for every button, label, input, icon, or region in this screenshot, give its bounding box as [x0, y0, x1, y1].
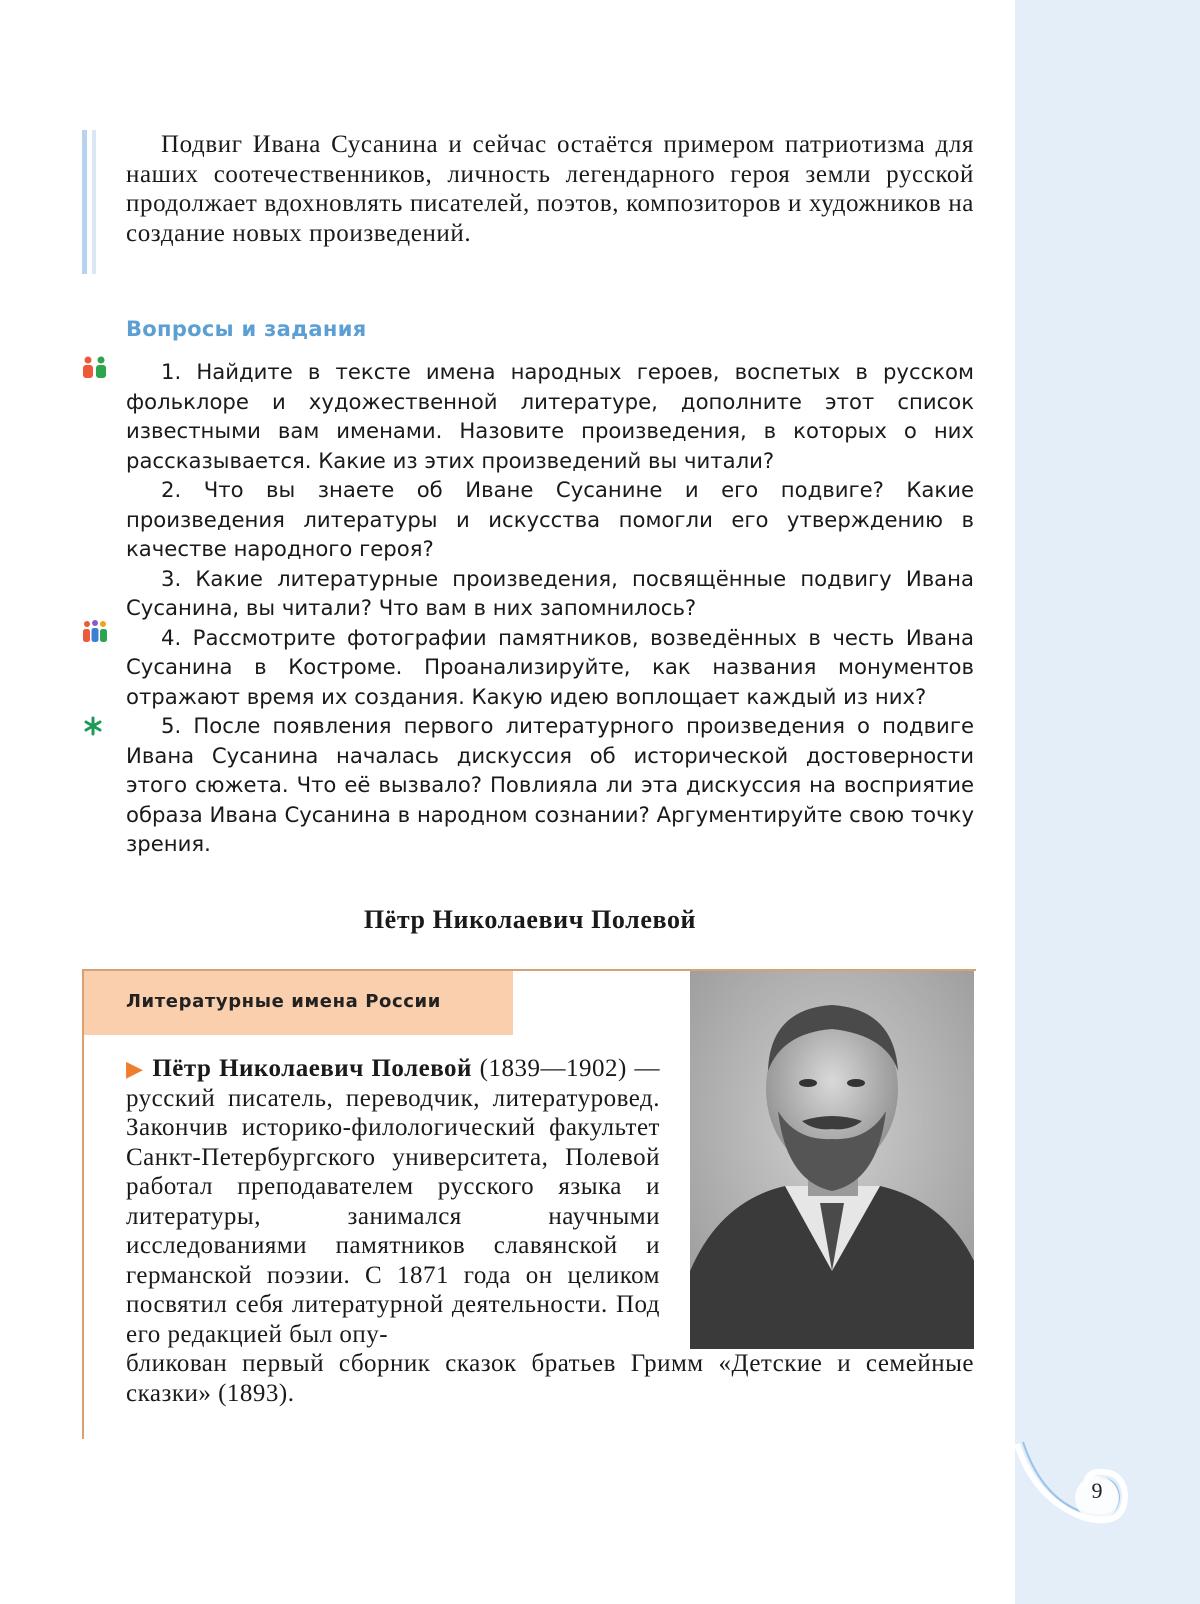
- bio-text-wide: бликован первый сборник сказок братьев Гримм «Детские и семейные сказки» (1893).: [126, 1350, 974, 1407]
- group-icon: [82, 356, 108, 380]
- box-label-text: Литературные имена России: [126, 991, 441, 1012]
- bio-text-narrow: (1839—1902) — русский писатель, переводчик, литературовед. Закончив историко-филологический факультет Санкт-Петербургского университета, Полевой работал преподавателем русского языка и литературы, занимался научными исследованиями памятников славянской и германской поэзии. С 1871 года он целиком посвятил себя литературной деятельности. Под его редакцией был опу-: [126, 1055, 660, 1348]
- page-margin-band: [1015, 0, 1200, 1604]
- question-item: 3. Какие литературные произведения, посвящённые подвигу Ивана Сусанина, вы читали? Что вам в них запомнилось?: [126, 565, 974, 620]
- pointer-arrow-icon: ▶: [126, 1056, 145, 1081]
- swirl-decoration: [1015, 1440, 1145, 1550]
- question-item: 5. После появления первого литературного произведения о подвиге Ивана Сусанина началась дискуссия об исторической достоверности этого сюжета. Что её вызвало? Повлияла ли эта дискуссия на восприятие образа Ивана Сусанина в народном сознании? Аргументируйте свою точку зрения.: [126, 713, 974, 856]
- intro-bar-light: [92, 130, 96, 274]
- bio-name: Пётр Николаевич Полевой: [152, 1055, 472, 1082]
- box-label: [84, 971, 513, 1035]
- intro-block: [96, 130, 974, 248]
- question-item: 2. Что вы знаете об Иване Сусанине и его подвиге? Какие произведения литературы и искусства помогли его утверждению в качестве народного героя?: [126, 477, 974, 561]
- intro-paragraph: Подвиг Ивана Сусанина и сейчас остаётся примером патриотизма для наших соотечественников, личность легендарного героя земли русской продолжает вдохновлять писателей, поэтов, композиторов и художников на создание новых произведений.: [126, 131, 974, 247]
- question-item: 4. Рассмотрите фотографии памятников, возведённых в честь Ивана Сусанина в Костроме. Проанализируйте, как названия монументов отражают время их создания. Какую идею воплощает каждый из них?: [126, 624, 974, 709]
- bio-paragraph: [126, 1054, 660, 1349]
- group-icon: [82, 620, 108, 644]
- question-item: 1. Найдите в тексте имена народных героев, воспетых в русском фольклоре и художественной литературе, дополните этот список известными вам именами. Назовите произведения, в которых о них рассказывается. Какие из этих произведений вы читали?: [126, 359, 974, 473]
- intro-bar: [82, 130, 87, 274]
- section-title: Пётр Николаевич Полевой: [363, 905, 697, 934]
- questions-list: [126, 357, 974, 859]
- asterisk-icon: [83, 716, 103, 736]
- bio-text: [126, 1054, 974, 1408]
- questions-heading: Вопросы и задания: [126, 317, 367, 341]
- page-number: 9: [1091, 1478, 1103, 1503]
